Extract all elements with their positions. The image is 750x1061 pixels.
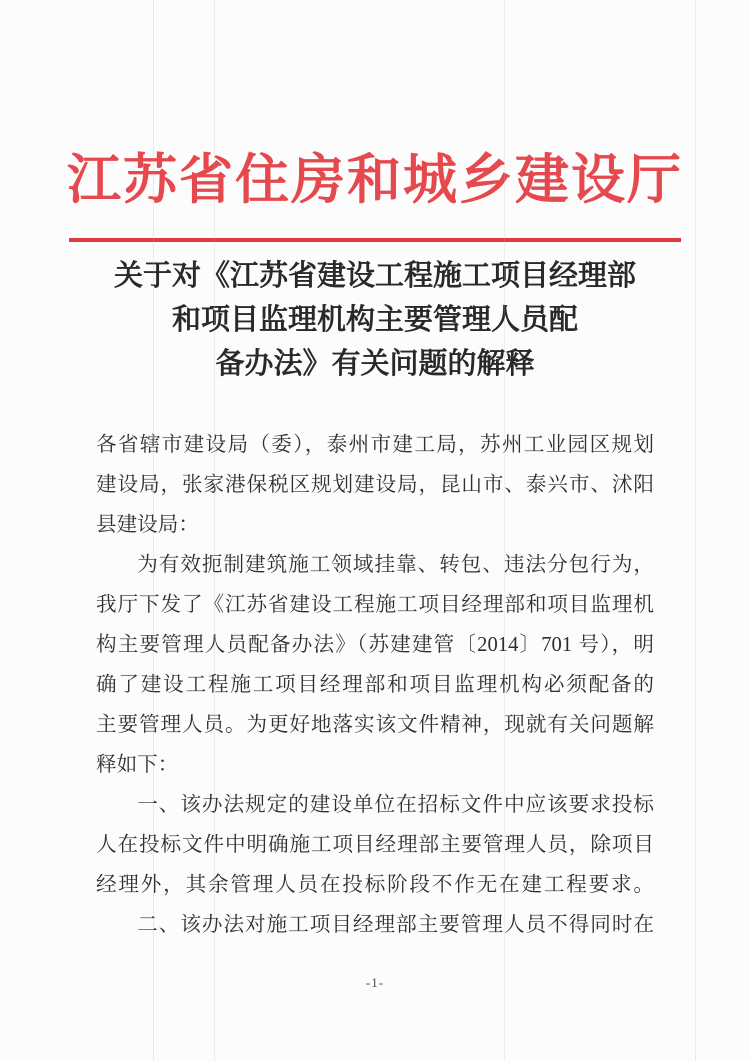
body-text-line: 各省辖市建设局（委），泰州市建工局，苏州工业园区规划 bbox=[96, 434, 654, 456]
body-text-line: 县建设局： bbox=[96, 514, 199, 536]
body-text-line: 经理外，其余管理人员在投标阶段不作无在建工程要求。 bbox=[96, 874, 654, 896]
agency-letterhead: 江苏省住房和城乡建设厅 bbox=[67, 150, 683, 210]
body-text-line: 人在投标文件中明确施工项目经理部主要管理人员，除项目 bbox=[96, 834, 654, 856]
body-text-line: 主要管理人员。为更好地落实该文件精神，现就有关问题解 bbox=[96, 714, 654, 736]
body-text-line: 一、该办法规定的建设单位在招标文件中应该要求投标 bbox=[137, 794, 654, 816]
body-text-line: 建设局，张家港保税区规划建设局，昆山市、泰兴市、沭阳 bbox=[96, 474, 654, 496]
document-title bbox=[0, 254, 750, 386]
document-title-line: 和项目监理机构主要管理人员配 bbox=[171, 304, 578, 336]
page-number: -1- bbox=[365, 975, 385, 990]
document-title-line: 关于对《江苏省建设工程施工项目经理部 bbox=[113, 260, 636, 292]
document-title-line: 备办法》有关问题的解释 bbox=[215, 348, 535, 380]
body-text-line: 构主要管理人员配备办法》（苏建建管〔2014〕701 号），明 bbox=[96, 634, 654, 656]
letterhead-divider-rule bbox=[69, 238, 681, 242]
body-text-line: 为有效扼制建筑施工领域挂靠、转包、违法分包行为， bbox=[137, 554, 654, 576]
body-text-line: 确了建设工程施工项目经理部和项目监理机构必须配备的 bbox=[96, 674, 654, 696]
body-text-line: 我厅下发了《江苏省建设工程施工项目经理部和项目监理机 bbox=[96, 594, 654, 616]
body-text-line: 二、该办法对施工项目经理部主要管理人员不得同时在 bbox=[137, 914, 654, 936]
document-body bbox=[96, 425, 654, 945]
body-text-line: 释如下： bbox=[96, 754, 179, 776]
